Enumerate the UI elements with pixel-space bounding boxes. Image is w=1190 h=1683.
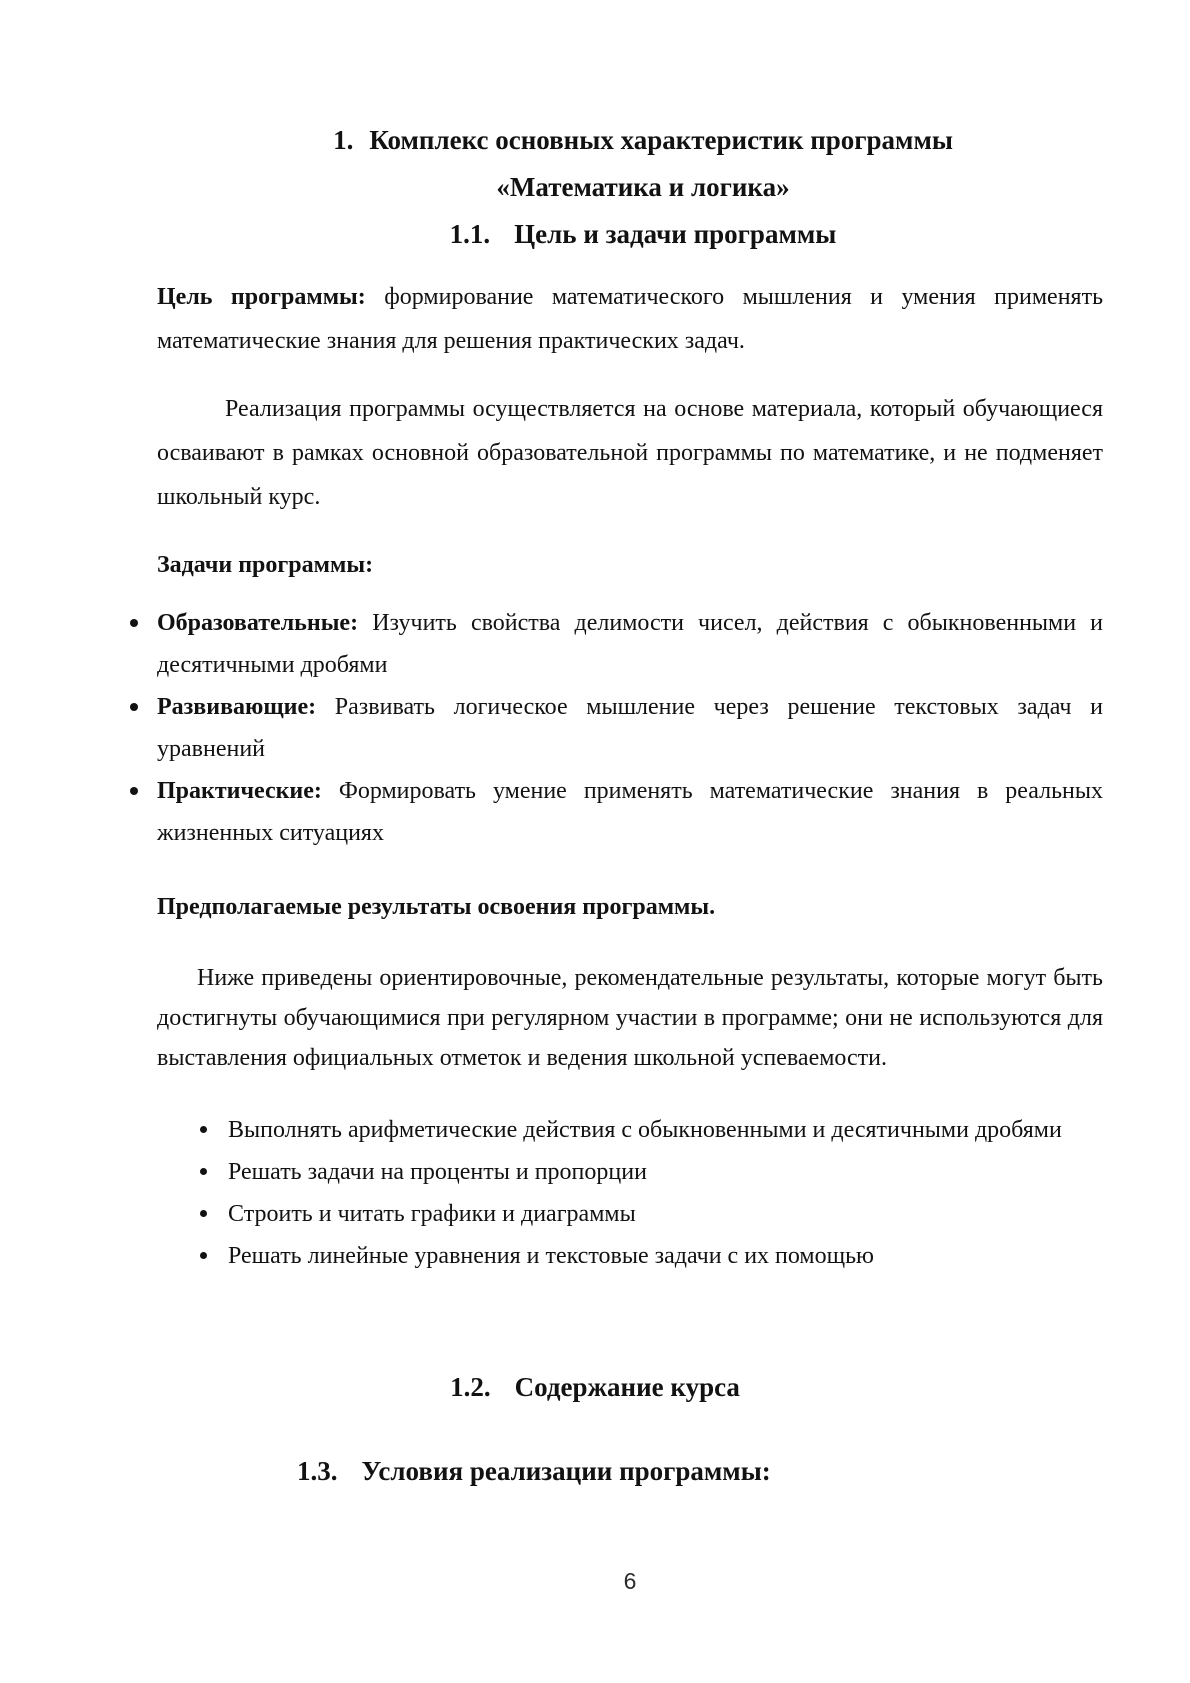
heading-1-number: 1. bbox=[333, 125, 354, 155]
bullet-icon bbox=[130, 703, 138, 711]
bullet-icon bbox=[200, 1168, 207, 1175]
tasks-heading: Задачи программы: bbox=[157, 552, 374, 578]
heading-1-1-number: 1.1. bbox=[449, 219, 491, 249]
section-heading-1-3 bbox=[297, 1448, 1103, 1495]
list-item bbox=[228, 1151, 1103, 1193]
program-title: «Математика и логика» bbox=[496, 172, 790, 202]
list-item bbox=[157, 602, 1103, 686]
heading-1-3-text: Условия реализации программы: bbox=[361, 1456, 771, 1486]
list-item-text: Строить и читать графики и диаграммы bbox=[228, 1201, 636, 1227]
heading-1-2-text: Содержание курса bbox=[514, 1372, 740, 1402]
section-heading-1 bbox=[0, 117, 1190, 258]
results-intro-paragraph: Ниже приведены ориентировочные, рекомендательные результаты, которые могут быть достигнуты обучающимися при регулярном участии в программе; они не используются для выставления официальных отметок и ведения школьной успеваемости. bbox=[157, 965, 1103, 1071]
list-item-text: Решать линейные уравнения и текстовые задачи с их помощью bbox=[228, 1243, 874, 1269]
heading-1-1 bbox=[0, 211, 1190, 258]
list-item bbox=[228, 1193, 1103, 1235]
bullet-icon bbox=[200, 1126, 207, 1133]
list-item-text: Изучить свойства делимости чисел, действия с обыкновенными и десятичными дробями bbox=[157, 610, 1104, 678]
tasks-list bbox=[157, 602, 1103, 854]
results-heading: Предполагаемые результаты освоения программы. bbox=[157, 894, 716, 920]
list-item-text: Выполнять арифметические действия с обыкновенными и десятичными дробями bbox=[228, 1117, 1062, 1143]
heading-1-line-1 bbox=[0, 117, 1190, 164]
list-item-text: Формировать умение применять математические знания в реальных жизненных ситуациях bbox=[157, 778, 1104, 846]
list-item bbox=[157, 770, 1103, 854]
list-item bbox=[157, 686, 1103, 770]
goal-text: формирование математического мышления и умения применять математические знания для решения практических задач. bbox=[157, 284, 1104, 354]
bullet-icon bbox=[130, 619, 138, 627]
bullet-icon bbox=[130, 787, 138, 795]
list-item bbox=[228, 1235, 1103, 1277]
section-heading-1-2 bbox=[0, 1364, 1190, 1411]
goal-lead: Цель программы: bbox=[157, 284, 366, 310]
list-item-lead: Развивающие: bbox=[157, 694, 317, 720]
heading-1-text: Комплекс основных характеристик программы bbox=[369, 125, 953, 155]
realization-paragraph: Реализация программы осуществляется на основе материала, который обучающиеся осваивают в рамках основной образовательной программы по математике, и не подменяет школьный курс. bbox=[157, 396, 1103, 510]
heading-1-2 bbox=[0, 1364, 1190, 1411]
list-item-text: Развивать логическое мышление через решение текстовых задач и уравнений bbox=[157, 694, 1103, 762]
list-item-lead: Образовательные: bbox=[157, 610, 359, 636]
list-item-lead: Практические: bbox=[157, 778, 322, 804]
heading-1-3-number: 1.3. bbox=[297, 1456, 338, 1486]
heading-1-line-2 bbox=[0, 164, 1190, 211]
list-item bbox=[228, 1109, 1103, 1151]
bullet-icon bbox=[200, 1252, 207, 1259]
heading-1-2-number: 1.2. bbox=[450, 1372, 491, 1402]
bullet-icon bbox=[200, 1210, 207, 1217]
page-number: 6 bbox=[623, 1568, 637, 1594]
heading-1-1-text: Цель и задачи программы bbox=[514, 219, 837, 249]
goal-paragraph bbox=[157, 275, 1103, 363]
results-list bbox=[228, 1109, 1103, 1277]
list-item-text: Решать задачи на проценты и пропорции bbox=[228, 1159, 647, 1185]
